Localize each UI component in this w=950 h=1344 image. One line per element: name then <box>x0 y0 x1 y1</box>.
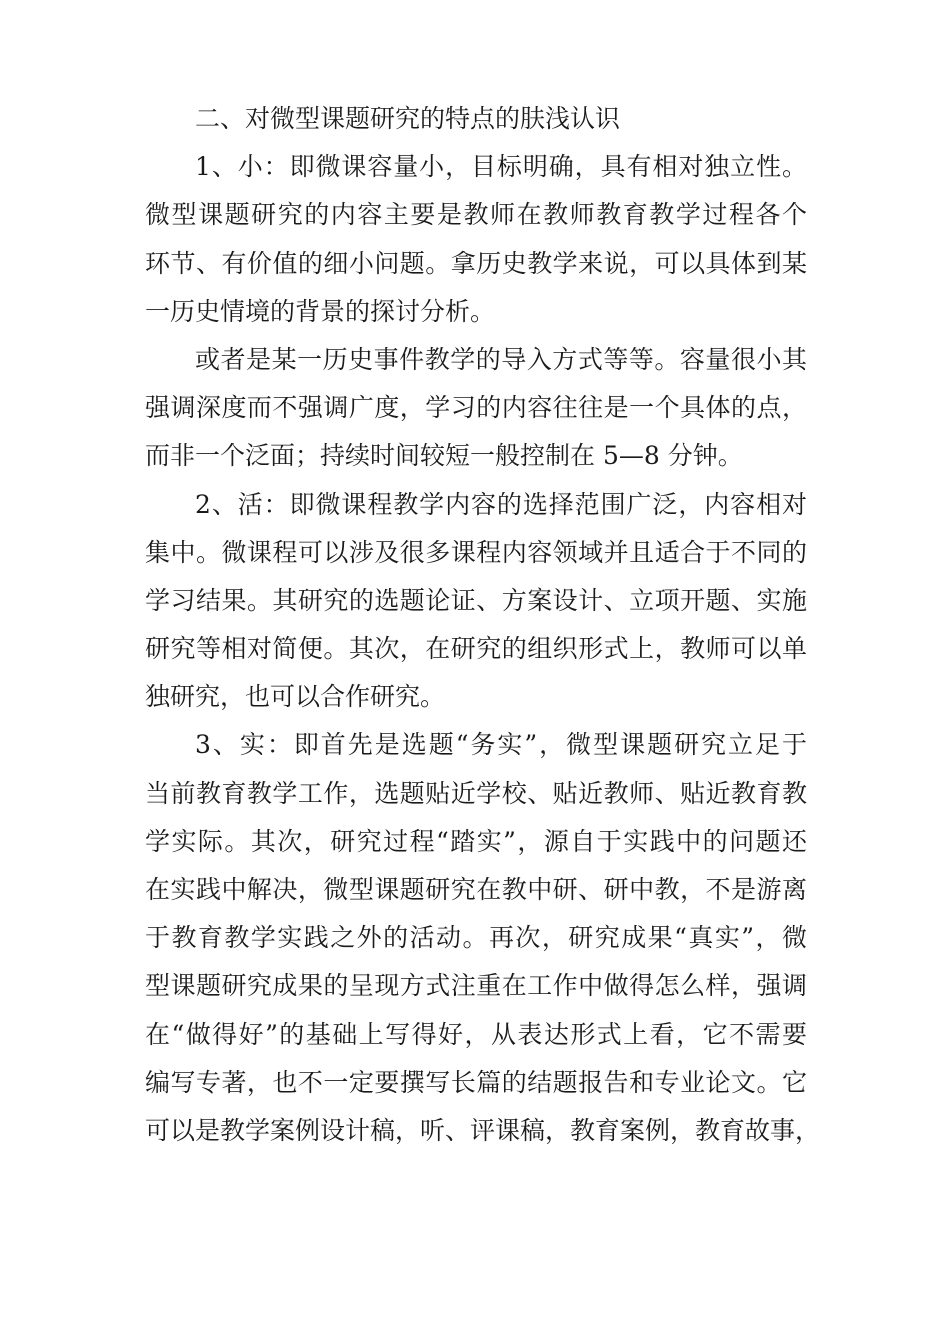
paragraph-line: 独研究，也可以合作研究。 <box>145 682 446 712</box>
paragraph-line: 环节、有价值的细小问题。拿历史教学来说，可以具体到某 <box>145 248 807 278</box>
paragraph-line: 微型课题研究的内容主要是教师在教师教育教学过程各个 <box>145 200 807 230</box>
paragraph-line: 一历史情境的背景的探讨分析。 <box>145 296 496 326</box>
paragraph-line: 学实际。其次，研究过程“踏实”，源自于实践中的问题还 <box>145 826 807 856</box>
paragraph-line: 而非一个泛面；持续时间较短一般控制在 5—8 分钟。 <box>145 441 743 471</box>
paragraph-line: 集中。微课程可以涉及很多课程内容领域并且适合于不同的 <box>145 537 807 567</box>
document-page <box>145 95 821 1155</box>
paragraph-line: 强调深度而不强调广度，学习的内容往往是一个具体的点， <box>145 393 807 423</box>
paragraph-line: 可以是教学案例设计稿，听、评课稿，教育案例，教育故事， <box>145 1115 821 1145</box>
paragraph-line: 在实践中解决，微型课题研究在教中研、研中教，不是游离 <box>145 875 807 904</box>
paragraph-line: 于教育教学实践之外的活动。再次，研究成果“真实”，微 <box>145 923 807 953</box>
paragraph-line: 二、对微型课题研究的特点的肤浅认识 <box>195 104 621 133</box>
paragraph-line: 当前教育教学工作，选题贴近学校、贴近教师、贴近教育教 <box>145 778 807 808</box>
paragraph-line: 型课题研究成果的呈现方式注重在工作中做得怎么样，强调 <box>145 971 807 1001</box>
paragraph-line: 研究等相对简便。其次，在研究的组织形式上，教师可以单 <box>145 634 807 664</box>
paragraph-line: 在“做得好”的基础上写得好，从表达形式上看，它不需要 <box>145 1019 807 1049</box>
paragraph-line: 2、活：即微课程教学内容的选择范围广泛，内容相对 <box>195 489 807 519</box>
paragraph-line: 1、小：即微课容量小，目标明确，具有相对独立性。 <box>195 152 807 182</box>
paragraph-line: 编写专著，也不一定要撰写长篇的结题报告和专业论文。它 <box>145 1067 807 1097</box>
paragraph-line: 3、实：即首先是选题“务实”，微型课题研究立足于 <box>195 730 807 760</box>
paragraph-line: 学习结果。其研究的选题论证、方案设计、立项开题、实施 <box>145 585 807 615</box>
paragraph-line: 或者是某一历史事件教学的导入方式等等。容量很小其 <box>195 344 807 374</box>
